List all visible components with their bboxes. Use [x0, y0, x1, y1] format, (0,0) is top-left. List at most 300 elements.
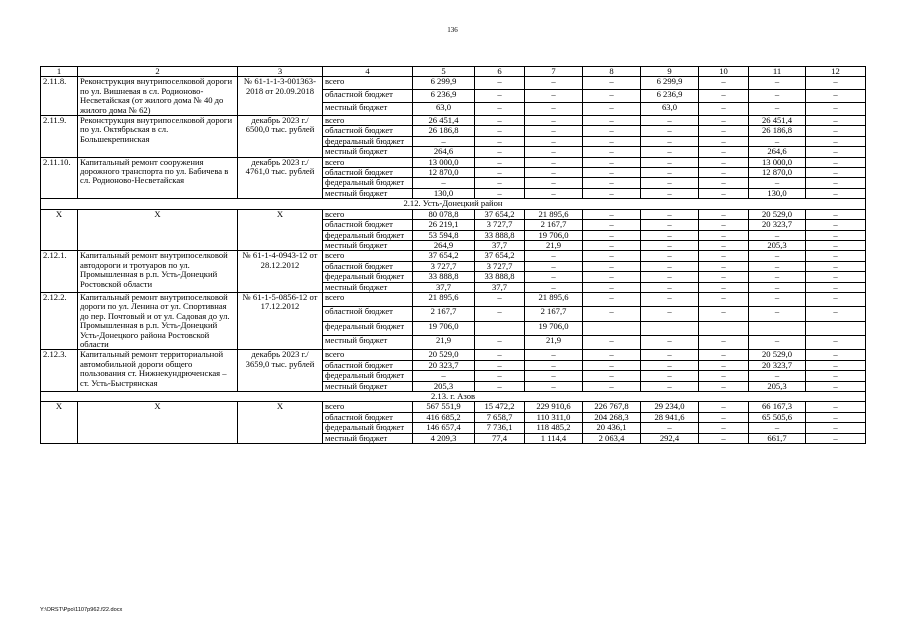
value-cell: –	[583, 178, 641, 188]
value-cell: –	[475, 178, 525, 188]
value-cell: –	[413, 178, 475, 188]
value-cell: –	[699, 77, 749, 90]
value-cell: –	[749, 103, 806, 116]
funding-source-cell: всего	[323, 116, 413, 126]
value-cell: 416 685,2	[413, 412, 475, 422]
value-cell: –	[641, 209, 699, 219]
value-cell	[583, 321, 641, 335]
value-cell: –	[525, 77, 583, 90]
value-cell: –	[749, 307, 806, 321]
value-cell: 20 529,0	[749, 209, 806, 219]
value-cell: –	[475, 336, 525, 350]
value-cell: –	[749, 336, 806, 350]
value-cell: –	[699, 412, 749, 422]
value-cell: 19 706,0	[413, 321, 475, 335]
item-name-cell: Капитальный ремонт сооружения дорожного транспорта по ул. Бабичева в сл. Родионово-Несветайская	[78, 157, 238, 199]
value-cell: 21 895,6	[525, 209, 583, 219]
value-cell: –	[806, 178, 866, 188]
value-cell: –	[525, 360, 583, 370]
value-cell: –	[806, 147, 866, 157]
value-cell: 37 654,2	[413, 251, 475, 261]
value-cell: –	[749, 282, 806, 292]
value-cell: –	[806, 136, 866, 146]
value-cell: –	[583, 209, 641, 219]
value-cell: –	[525, 272, 583, 282]
value-cell: –	[806, 188, 866, 198]
value-cell: –	[475, 188, 525, 198]
value-cell: –	[749, 178, 806, 188]
value-cell: –	[699, 220, 749, 230]
column-number-row	[41, 67, 866, 77]
value-cell: –	[641, 371, 699, 381]
column-number: 3	[238, 67, 323, 77]
funding-source-cell: федеральный бюджет	[323, 230, 413, 240]
value-cell: 26 451,4	[749, 116, 806, 126]
value-cell: –	[699, 251, 749, 261]
value-cell: –	[583, 126, 641, 136]
value-cell: 6 299,9	[413, 77, 475, 90]
value-cell: –	[525, 371, 583, 381]
value-cell: 292,4	[641, 433, 699, 443]
value-cell: –	[699, 381, 749, 391]
value-cell: –	[699, 292, 749, 306]
x-mark-cell: X	[41, 402, 78, 444]
funding-source-cell: всего	[323, 77, 413, 90]
value-cell: 21,9	[525, 336, 583, 350]
value-cell: –	[583, 188, 641, 198]
table-row	[41, 157, 866, 167]
section-title-row	[41, 199, 866, 209]
value-cell: 1 114,4	[525, 433, 583, 443]
value-cell: –	[525, 188, 583, 198]
value-cell: –	[641, 126, 699, 136]
value-cell: –	[749, 230, 806, 240]
value-cell: –	[806, 240, 866, 250]
value-cell: 33 888,8	[475, 230, 525, 240]
item-name-cell: Капитальный ремонт территориальной автомобильной дороги общего пользования ст. Нижнекундрюченская – ст. Усть-Быстрянская	[78, 350, 238, 392]
value-cell: –	[806, 251, 866, 261]
value-cell: 2 063,4	[583, 433, 641, 443]
value-cell: –	[583, 371, 641, 381]
value-cell: –	[583, 336, 641, 350]
funding-source-cell: областной бюджет	[323, 307, 413, 321]
value-cell: –	[749, 272, 806, 282]
value-cell: –	[583, 381, 641, 391]
funding-source-cell: всего	[323, 402, 413, 412]
value-cell: 20 323,7	[749, 220, 806, 230]
value-cell	[641, 321, 699, 335]
value-cell: 21,9	[525, 240, 583, 250]
value-cell: 26 186,8	[413, 126, 475, 136]
funding-source-cell: всего	[323, 292, 413, 306]
value-cell: 63,0	[641, 103, 699, 116]
value-cell: 2 167,7	[525, 307, 583, 321]
value-cell: 26 186,8	[749, 126, 806, 136]
value-cell: 264,6	[749, 147, 806, 157]
value-cell: 37,7	[413, 282, 475, 292]
value-cell: 264,9	[413, 240, 475, 250]
value-cell: –	[699, 157, 749, 167]
value-cell: –	[583, 350, 641, 360]
value-cell: 21 895,6	[525, 292, 583, 306]
value-cell: –	[525, 90, 583, 103]
value-cell: –	[641, 336, 699, 350]
column-number: 10	[699, 67, 749, 77]
funding-source-cell: областной бюджет	[323, 360, 413, 370]
funding-source-cell: федеральный бюджет	[323, 321, 413, 335]
value-cell: 7 658,7	[475, 412, 525, 422]
item-number-cell: 2.12.1.	[41, 251, 78, 293]
column-number: 7	[525, 67, 583, 77]
value-cell: –	[699, 230, 749, 240]
value-cell: –	[806, 412, 866, 422]
document-cell: декабрь 2023 г./ 3659,0 тыс. рублей	[238, 350, 323, 392]
value-cell: –	[806, 230, 866, 240]
value-cell: –	[413, 136, 475, 146]
value-cell: –	[525, 350, 583, 360]
table-row	[41, 116, 866, 126]
value-cell: –	[699, 371, 749, 381]
page-number: 136	[447, 26, 458, 34]
value-cell: –	[583, 240, 641, 250]
column-number: 1	[41, 67, 78, 77]
value-cell: 63,0	[413, 103, 475, 116]
value-cell: –	[806, 168, 866, 178]
value-cell: –	[583, 116, 641, 126]
value-cell: 19 706,0	[525, 230, 583, 240]
value-cell: –	[806, 261, 866, 271]
section-title: 2.13. г. Азов	[41, 392, 866, 402]
value-cell: –	[806, 116, 866, 126]
value-cell: 65 505,6	[749, 412, 806, 422]
x-mark-cell: X	[78, 402, 238, 444]
value-cell: 229 910,6	[525, 402, 583, 412]
value-cell: –	[806, 282, 866, 292]
value-cell: –	[475, 136, 525, 146]
value-cell: 226 767,8	[583, 402, 641, 412]
value-cell: 12 870,0	[749, 168, 806, 178]
value-cell: 37,7	[475, 282, 525, 292]
value-cell: –	[583, 360, 641, 370]
value-cell: –	[583, 251, 641, 261]
value-cell: –	[475, 103, 525, 116]
value-cell: –	[475, 350, 525, 360]
value-cell: –	[699, 350, 749, 360]
value-cell: –	[641, 251, 699, 261]
value-cell: –	[413, 371, 475, 381]
value-cell: 77,4	[475, 433, 525, 443]
value-cell: –	[525, 168, 583, 178]
value-cell: 13 000,0	[749, 157, 806, 167]
funding-source-cell: федеральный бюджет	[323, 423, 413, 433]
value-cell: 20 529,0	[413, 350, 475, 360]
value-cell: 26 451,4	[413, 116, 475, 126]
value-cell: –	[699, 240, 749, 250]
value-cell: –	[806, 423, 866, 433]
value-cell: –	[806, 292, 866, 306]
value-cell: 20 323,7	[413, 360, 475, 370]
value-cell: –	[749, 77, 806, 90]
x-mark-cell: X	[238, 209, 323, 251]
value-cell: –	[641, 230, 699, 240]
document-cell: № 61-1-5-0856-12 от 17.12.2012	[238, 292, 323, 349]
value-cell: –	[583, 230, 641, 240]
value-cell: –	[641, 307, 699, 321]
funding-source-cell: местный бюджет	[323, 282, 413, 292]
table-row	[41, 251, 866, 261]
value-cell: –	[641, 188, 699, 198]
value-cell: –	[525, 147, 583, 157]
column-number: 4	[323, 67, 413, 77]
value-cell: –	[475, 126, 525, 136]
item-number-cell: 2.12.3.	[41, 350, 78, 392]
value-cell: –	[583, 77, 641, 90]
funding-source-cell: местный бюджет	[323, 188, 413, 198]
value-cell: –	[749, 292, 806, 306]
value-cell	[699, 321, 749, 335]
item-name-cell: Капитальный ремонт внутрипоселковой автодороги и тротуаров по ул. Промышленная в р.п. Усть-Донецкий Ростовской области	[78, 251, 238, 293]
value-cell: –	[641, 178, 699, 188]
value-cell: –	[583, 220, 641, 230]
item-number-cell: 2.11.9.	[41, 116, 78, 158]
value-cell: –	[475, 292, 525, 306]
value-cell: 146 657,4	[413, 423, 475, 433]
value-cell: 204 268,3	[583, 412, 641, 422]
funding-source-cell: местный бюджет	[323, 381, 413, 391]
value-cell: –	[699, 136, 749, 146]
column-number: 9	[641, 67, 699, 77]
value-cell: 66 167,3	[749, 402, 806, 412]
funding-source-cell: всего	[323, 209, 413, 219]
document-cell: декабрь 2023 г./ 6500,0 тыс. рублей	[238, 116, 323, 158]
value-cell: –	[699, 261, 749, 271]
value-cell: –	[806, 371, 866, 381]
value-cell: –	[806, 381, 866, 391]
column-number: 6	[475, 67, 525, 77]
funding-source-cell: местный бюджет	[323, 103, 413, 116]
value-cell: 20 436,1	[583, 423, 641, 433]
column-number: 2	[78, 67, 238, 77]
value-cell: –	[699, 168, 749, 178]
value-cell: –	[806, 360, 866, 370]
value-cell: –	[641, 147, 699, 157]
value-cell	[806, 321, 866, 335]
value-cell: 37 654,2	[475, 251, 525, 261]
value-cell: –	[699, 209, 749, 219]
column-number: 11	[749, 67, 806, 77]
value-cell: 110 311,0	[525, 412, 583, 422]
value-cell: –	[475, 77, 525, 90]
value-cell: 26 219,1	[413, 220, 475, 230]
value-cell: –	[806, 402, 866, 412]
value-cell: 37,7	[475, 240, 525, 250]
column-number: 12	[806, 67, 866, 77]
value-cell: –	[806, 126, 866, 136]
value-cell: –	[699, 423, 749, 433]
value-cell: 118 485,2	[525, 423, 583, 433]
value-cell: 130,0	[749, 188, 806, 198]
value-cell: 205,3	[749, 381, 806, 391]
value-cell: –	[641, 381, 699, 391]
value-cell: –	[583, 272, 641, 282]
table-row	[41, 292, 866, 306]
funding-source-cell: всего	[323, 251, 413, 261]
value-cell: –	[525, 116, 583, 126]
funding-source-cell: местный бюджет	[323, 336, 413, 350]
table-row	[41, 77, 866, 90]
value-cell: –	[583, 147, 641, 157]
value-cell: –	[806, 77, 866, 90]
value-cell: –	[525, 381, 583, 391]
value-cell: –	[699, 336, 749, 350]
value-cell: 13 000,0	[413, 157, 475, 167]
value-cell: 7 736,1	[475, 423, 525, 433]
value-cell: 80 078,8	[413, 209, 475, 219]
value-cell: –	[475, 157, 525, 167]
funding-source-cell: местный бюджет	[323, 147, 413, 157]
value-cell: 6 299,9	[641, 77, 699, 90]
value-cell: –	[583, 307, 641, 321]
value-cell: –	[525, 178, 583, 188]
value-cell: –	[475, 360, 525, 370]
budget-table	[40, 66, 866, 444]
value-cell: –	[475, 147, 525, 157]
value-cell: 20 323,7	[749, 360, 806, 370]
value-cell: –	[475, 116, 525, 126]
value-cell: 29 234,0	[641, 402, 699, 412]
value-cell: 3 727,7	[475, 220, 525, 230]
section-title-row	[41, 392, 866, 402]
value-cell: –	[525, 126, 583, 136]
value-cell: –	[475, 371, 525, 381]
table-row	[41, 350, 866, 360]
section-title: 2.12. Усть-Донецкий район	[41, 199, 866, 209]
value-cell: –	[641, 272, 699, 282]
funding-source-cell: федеральный бюджет	[323, 272, 413, 282]
value-cell: –	[749, 261, 806, 271]
table-row	[41, 209, 866, 219]
value-cell: –	[699, 433, 749, 443]
value-cell: –	[749, 90, 806, 103]
funding-source-cell: федеральный бюджет	[323, 371, 413, 381]
value-cell: 33 888,8	[413, 272, 475, 282]
item-number-cell: 2.11.10.	[41, 157, 78, 199]
value-cell: –	[806, 336, 866, 350]
document-cell: декабрь 2023 г./ 4761,0 тыс. рублей	[238, 157, 323, 199]
value-cell: –	[699, 90, 749, 103]
value-cell: –	[475, 381, 525, 391]
value-cell: –	[583, 261, 641, 271]
value-cell: 19 706,0	[525, 321, 583, 335]
value-cell: 130,0	[413, 188, 475, 198]
value-cell: –	[641, 168, 699, 178]
value-cell: 33 888,8	[475, 272, 525, 282]
value-cell: –	[525, 103, 583, 116]
value-cell: 661,7	[749, 433, 806, 443]
value-cell: 264,6	[413, 147, 475, 157]
value-cell: –	[641, 282, 699, 292]
value-cell: –	[641, 292, 699, 306]
funding-source-cell: федеральный бюджет	[323, 136, 413, 146]
funding-source-cell: областной бюджет	[323, 261, 413, 271]
funding-source-cell: областной бюджет	[323, 90, 413, 103]
value-cell: 28 941,6	[641, 412, 699, 422]
funding-source-cell: местный бюджет	[323, 433, 413, 443]
value-cell: –	[475, 168, 525, 178]
value-cell: –	[583, 292, 641, 306]
value-cell: –	[806, 90, 866, 103]
value-cell: 2 167,7	[413, 307, 475, 321]
value-cell: 15 472,2	[475, 402, 525, 412]
value-cell: –	[749, 423, 806, 433]
value-cell: 3 727,7	[475, 261, 525, 271]
value-cell: –	[806, 209, 866, 219]
document-cell: № 61-1-4-0943-12 от 28.12.2012	[238, 251, 323, 293]
value-cell: –	[641, 220, 699, 230]
value-cell: –	[475, 90, 525, 103]
x-mark-cell: X	[41, 209, 78, 251]
value-cell: –	[525, 136, 583, 146]
value-cell: –	[641, 423, 699, 433]
item-name-cell: Реконструкция внутрипоселковой дороги по ул. Вишневая в сл. Родионово-Несветайская (от жилого дома № 40 до жилого дома № 62)	[78, 77, 238, 116]
value-cell: –	[583, 103, 641, 116]
item-number-cell: 2.11.8.	[41, 77, 78, 116]
value-cell: 4 209,3	[413, 433, 475, 443]
value-cell: 37 654,2	[475, 209, 525, 219]
value-cell: 205,3	[413, 381, 475, 391]
x-mark-cell: X	[238, 402, 323, 444]
value-cell: –	[525, 282, 583, 292]
value-cell: –	[699, 116, 749, 126]
value-cell: –	[641, 350, 699, 360]
value-cell: –	[699, 103, 749, 116]
value-cell: 20 529,0	[749, 350, 806, 360]
value-cell: –	[699, 188, 749, 198]
value-cell: 567 551,9	[413, 402, 475, 412]
column-number: 8	[583, 67, 641, 77]
value-cell: –	[699, 402, 749, 412]
value-cell: –	[475, 307, 525, 321]
value-cell: –	[583, 90, 641, 103]
value-cell: 21 895,6	[413, 292, 475, 306]
value-cell	[749, 321, 806, 335]
value-cell: 205,3	[749, 240, 806, 250]
value-cell: –	[525, 251, 583, 261]
table-row	[41, 402, 866, 412]
funding-source-cell: областной бюджет	[323, 220, 413, 230]
funding-source-cell: местный бюджет	[323, 240, 413, 250]
value-cell: –	[641, 360, 699, 370]
value-cell: –	[806, 433, 866, 443]
item-name-cell: Капитальный ремонт внутрипоселковой дороги по ул. Ленина от ул. Спортивная до пер. Почтовый и от ул. Садовая до ул. Промышленная в р.п. Усть-Донецкий Усть-Донецкого района Ростовской области	[78, 292, 238, 349]
value-cell: 2 167,7	[525, 220, 583, 230]
item-name-cell: Реконструкция внутрипоселковой дороги по ул. Октябрьская в сл. Большекрепинская	[78, 116, 238, 158]
value-cell: 6 236,9	[413, 90, 475, 103]
value-cell: –	[749, 371, 806, 381]
value-cell: –	[749, 251, 806, 261]
funding-source-cell: областной бюджет	[323, 168, 413, 178]
file-path-footer: Y:\ORST\Ppo\1107p962.f22.docx	[40, 607, 123, 613]
value-cell: –	[525, 261, 583, 271]
value-cell: –	[699, 360, 749, 370]
funding-source-cell: всего	[323, 157, 413, 167]
funding-source-cell: федеральный бюджет	[323, 178, 413, 188]
value-cell: –	[806, 350, 866, 360]
value-cell: 12 870,0	[413, 168, 475, 178]
value-cell: –	[699, 272, 749, 282]
value-cell: 3 727,7	[413, 261, 475, 271]
value-cell: –	[806, 307, 866, 321]
